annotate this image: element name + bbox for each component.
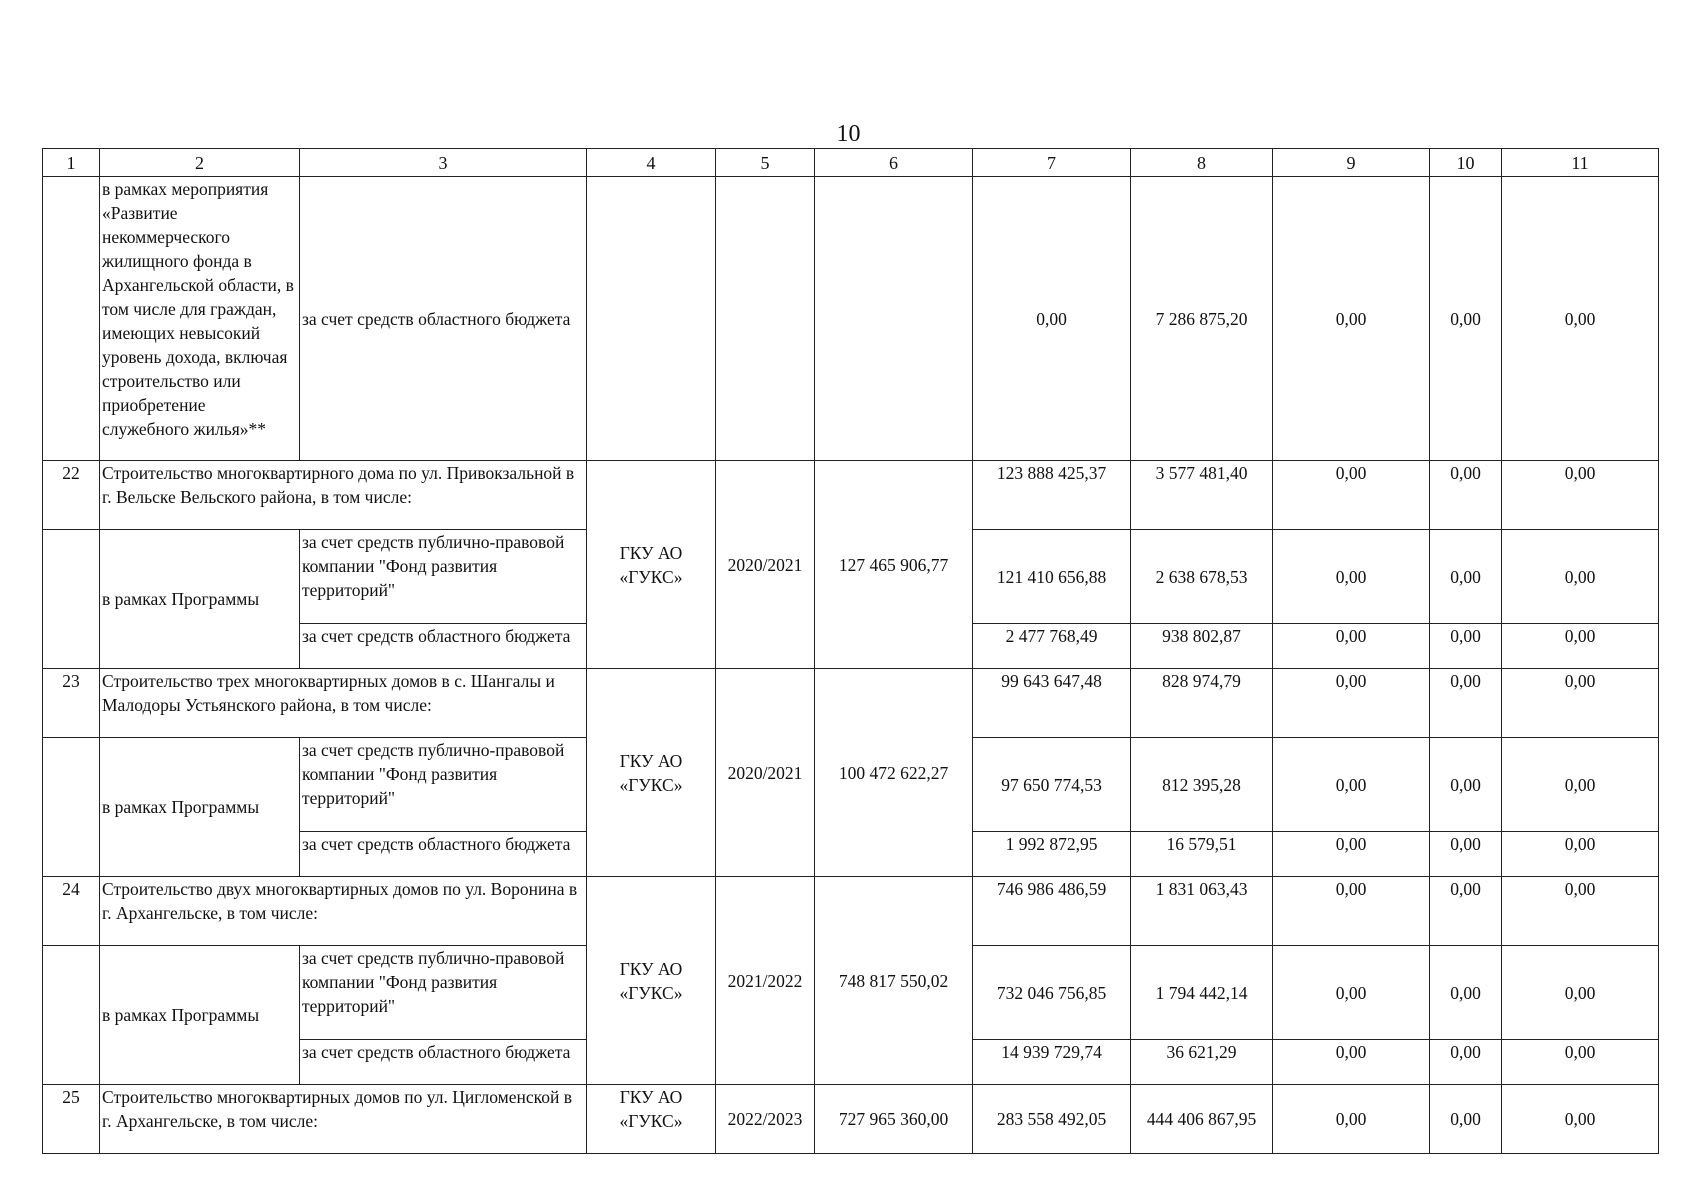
- cell-num: [43, 177, 100, 461]
- value-cell: 0,00: [1502, 461, 1659, 530]
- value-cell: 0,00: [1273, 738, 1430, 832]
- value-cell: 0,00: [1430, 1085, 1502, 1154]
- source-name: за счет средств публично-правовой компании "Фонд развития территорий": [300, 946, 587, 1040]
- item-title: Строительство многоквартирного дома по ул. Привокзальной в г. Вельске Вельского района, в том числе:: [100, 461, 587, 530]
- value-cell: 0,00: [1502, 530, 1659, 624]
- period: 2022/2023: [716, 1085, 815, 1154]
- value-cell: 0,00: [1273, 177, 1430, 461]
- value-cell: 0,00: [1502, 669, 1659, 738]
- executor: ГКУ АО «ГУКС»: [587, 1085, 716, 1154]
- header-cell: 11: [1502, 149, 1659, 177]
- value-cell: 0,00: [1273, 946, 1430, 1040]
- header-cell: 3: [300, 149, 587, 177]
- total-cost: 748 817 550,02: [815, 877, 973, 1085]
- value-cell: 123 888 425,37: [973, 461, 1131, 530]
- total-cost: 100 472 622,27: [815, 669, 973, 877]
- value-cell: 1 992 872,95: [973, 832, 1131, 877]
- header-cell: 8: [1131, 149, 1273, 177]
- value-cell: 7 286 875,20: [1131, 177, 1273, 461]
- cell-num: [43, 946, 100, 1085]
- period: 2020/2021: [716, 461, 815, 669]
- value-cell: 0,00: [1430, 877, 1502, 946]
- source-name: за счет средств областного бюджета: [300, 832, 587, 877]
- program-label: в рамках Программы: [100, 530, 300, 669]
- item-title: Строительство трех многоквартирных домов в с. Шангалы и Малодоры Устьянского района, в том числе:: [100, 669, 587, 738]
- value-cell: 1 794 442,14: [1131, 946, 1273, 1040]
- program-label: в рамках Программы: [100, 738, 300, 877]
- period: 2020/2021: [716, 669, 815, 877]
- value-cell: 828 974,79: [1131, 669, 1273, 738]
- header-cell: 5: [716, 149, 815, 177]
- cell-total: [815, 177, 973, 461]
- value-cell: 0,00: [1430, 946, 1502, 1040]
- table-row: [43, 669, 1659, 738]
- value-cell: 746 986 486,59: [973, 877, 1131, 946]
- value-cell: 283 558 492,05: [973, 1085, 1131, 1154]
- value-cell: 0,00: [1502, 738, 1659, 832]
- value-cell: 2 477 768,49: [973, 624, 1131, 669]
- cell-period: [716, 177, 815, 461]
- value-cell: 0,00: [1273, 877, 1430, 946]
- cell-executor: [587, 177, 716, 461]
- header-cell: 6: [815, 149, 973, 177]
- value-cell: 3 577 481,40: [1131, 461, 1273, 530]
- item-title: Строительство двух многоквартирных домов по ул. Воронина в г. Архангельске, в том числе:: [100, 877, 587, 946]
- table-row: [43, 1085, 1659, 1154]
- value-cell: 0,00: [1502, 177, 1659, 461]
- value-cell: 0,00: [1273, 1040, 1430, 1085]
- value-cell: 0,00: [1430, 738, 1502, 832]
- value-cell: 14 939 729,74: [973, 1040, 1131, 1085]
- value-cell: 36 621,29: [1131, 1040, 1273, 1085]
- value-cell: 0,00: [1430, 669, 1502, 738]
- executor: ГКУ АО «ГУКС»: [587, 461, 716, 669]
- page-number: 10: [836, 121, 861, 147]
- value-cell: 0,00: [1273, 669, 1430, 738]
- source-name: за счет средств областного бюджета: [300, 177, 587, 461]
- value-cell: 0,00: [1430, 1040, 1502, 1085]
- period: 2021/2022: [716, 877, 815, 1085]
- header-row: [43, 149, 1659, 177]
- row-number: 23: [43, 669, 100, 738]
- header-cell: 9: [1273, 149, 1430, 177]
- program-label: в рамках мероприятия «Развитие некоммерческого жилищного фонда в Архангельской области, в том числе для граждан, имеющих невысокий уровень дохода, включая строительство или приобретение служебного жилья»**: [100, 177, 300, 461]
- value-cell: 444 406 867,95: [1131, 1085, 1273, 1154]
- value-cell: 812 395,28: [1131, 738, 1273, 832]
- value-cell: 0,00: [1502, 1040, 1659, 1085]
- header-cell: 2: [100, 149, 300, 177]
- executor: ГКУ АО «ГУКС»: [587, 877, 716, 1085]
- value-cell: 0,00: [1430, 624, 1502, 669]
- item-title: Строительство многоквартирных домов по ул. Цигломенской в г. Архангельске, в том числе:: [100, 1085, 587, 1154]
- header-cell: 10: [1430, 149, 1502, 177]
- value-cell: 1 831 063,43: [1131, 877, 1273, 946]
- value-cell: 0,00: [973, 177, 1131, 461]
- header-cell: 1: [43, 149, 100, 177]
- value-cell: 16 579,51: [1131, 832, 1273, 877]
- source-name: за счет средств публично-правовой компании "Фонд развития территорий": [300, 530, 587, 624]
- value-cell: 0,00: [1430, 530, 1502, 624]
- cell-num: [43, 738, 100, 877]
- total-cost: 727 965 360,00: [815, 1085, 973, 1154]
- header-cell: 7: [973, 149, 1131, 177]
- header-cell: 4: [587, 149, 716, 177]
- value-cell: 0,00: [1502, 877, 1659, 946]
- value-cell: 0,00: [1430, 461, 1502, 530]
- row-number: 25: [43, 1085, 100, 1154]
- source-name: за счет средств областного бюджета: [300, 1040, 587, 1085]
- value-cell: 0,00: [1502, 624, 1659, 669]
- value-cell: 121 410 656,88: [973, 530, 1131, 624]
- value-cell: 0,00: [1273, 624, 1430, 669]
- program-label: в рамках Программы: [100, 946, 300, 1085]
- row-number: 24: [43, 877, 100, 946]
- value-cell: 0,00: [1430, 832, 1502, 877]
- value-cell: 2 638 678,53: [1131, 530, 1273, 624]
- value-cell: 732 046 756,85: [973, 946, 1131, 1040]
- row-number: 22: [43, 461, 100, 530]
- table-row: [43, 877, 1659, 946]
- table-row: [43, 177, 1659, 461]
- value-cell: 938 802,87: [1131, 624, 1273, 669]
- value-cell: 0,00: [1502, 1085, 1659, 1154]
- total-cost: 127 465 906,77: [815, 461, 973, 669]
- source-name: за счет средств публично-правовой компании "Фонд развития территорий": [300, 738, 587, 832]
- value-cell: 99 643 647,48: [973, 669, 1131, 738]
- value-cell: 97 650 774,53: [973, 738, 1131, 832]
- table-row: [43, 461, 1659, 530]
- executor: ГКУ АО «ГУКС»: [587, 669, 716, 877]
- value-cell: 0,00: [1273, 461, 1430, 530]
- budget-table: [42, 148, 1659, 1154]
- value-cell: 0,00: [1273, 1085, 1430, 1154]
- source-name: за счет средств областного бюджета: [300, 624, 587, 669]
- value-cell: 0,00: [1430, 177, 1502, 461]
- value-cell: 0,00: [1502, 946, 1659, 1040]
- value-cell: 0,00: [1273, 530, 1430, 624]
- value-cell: 0,00: [1502, 832, 1659, 877]
- value-cell: 0,00: [1273, 832, 1430, 877]
- cell-num: [43, 530, 100, 669]
